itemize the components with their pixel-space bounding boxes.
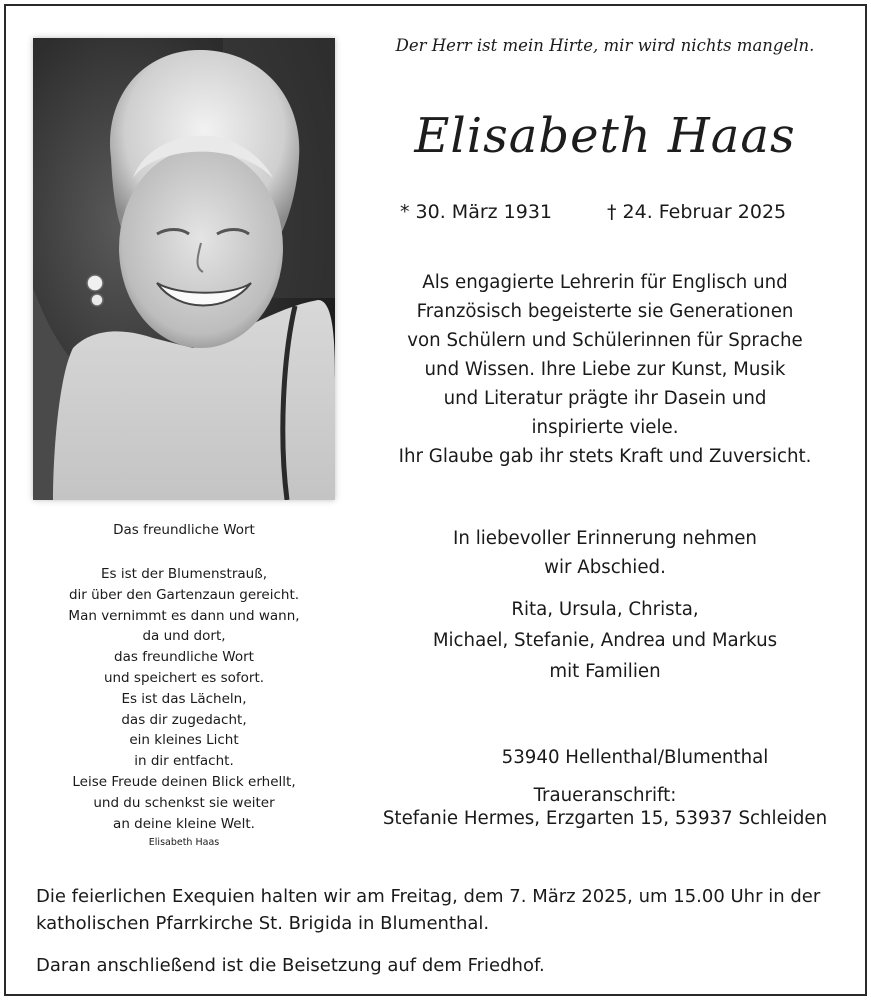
service-line: katholischen Pfarrkirche St. Brigida in Blumenthal. [36,913,490,934]
poem-line: an deine kleine Welt. [113,815,255,832]
deceased-name: Elisabeth Haas [414,108,796,164]
poem-author: Elisabeth Haas [148,837,220,848]
poem-line: dir über den Gartenzaun gereicht. [68,586,300,603]
farewell-line: In liebevoller Erinnerung nehmen [453,528,757,549]
biography-line: inspirierte viele. [531,417,679,438]
mourners-line: Michael, Stefanie, Andrea und Markus [432,630,778,651]
poem-line: und speichert es sofort. [103,669,265,686]
poem-line: Man vernimmt es dann und wann, [68,607,300,624]
poem [33,564,335,834]
birth-date: * 30. März 1931 [400,201,553,223]
farewell-line: wir Abschied. [544,557,666,578]
poem-line: in dir entfacht. [134,753,234,770]
mourners-list [360,594,850,687]
biography-line: Französisch begeisterte sie Generationen [416,301,794,322]
burial-announcement: Daran anschließend ist die Beisetzung auf dem Friedhof. [36,955,545,976]
poem-line: da und dort, [142,628,226,645]
biography [360,268,850,471]
death-date: † 24. Februar 2025 [607,201,787,223]
poem-line: Leise Freude deinen Blick erhellt, [72,773,296,790]
mourners-line: mit Familien [549,661,661,682]
portrait-illustration [33,38,335,500]
poem-line: und du schenkst sie weiter [93,794,275,811]
mourning-address: Stefanie Hermes, Erzgarten 15, 53937 Schleiden [382,808,828,829]
service-line: Die feierlichen Exequien halten wir am Freitag, dem 7. März 2025, um 15.00 Uhr in der [36,886,821,907]
poem-line: Es ist das Lächeln, [121,690,247,707]
address-label: Traueranschrift: [533,785,677,806]
poem-line: das freundliche Wort [114,649,254,666]
farewell-text [360,524,850,582]
poem-line: Es ist der Blumenstrauß, [100,566,268,582]
psalm-verse: Der Herr ist mein Hirte, mir wird nichts mangeln. [395,36,815,55]
service-announcement [36,883,836,937]
biography-line: und Wissen. Ihre Liebe zur Kunst, Musik [424,359,786,380]
portrait-photo [33,38,335,500]
biography-line: und Literatur prägte ihr Dasein und [443,388,767,409]
poem-title: Das freundliche Wort [113,522,255,538]
biography-line: Ihr Glaube gab ihr stets Kraft und Zuversicht. [398,446,812,467]
place-of-residence: 53940 Hellenthal/Blumenthal [501,747,769,768]
poem-line: das dir zugedacht, [121,711,247,728]
biography-line: von Schülern und Schülerinnen für Sprache [407,330,803,351]
poem-line: ein kleines Licht [129,732,239,749]
biography-line: Als engagierte Lehrerin für Englisch und [422,272,788,293]
mourners-line: Rita, Ursula, Christa, [511,599,699,620]
